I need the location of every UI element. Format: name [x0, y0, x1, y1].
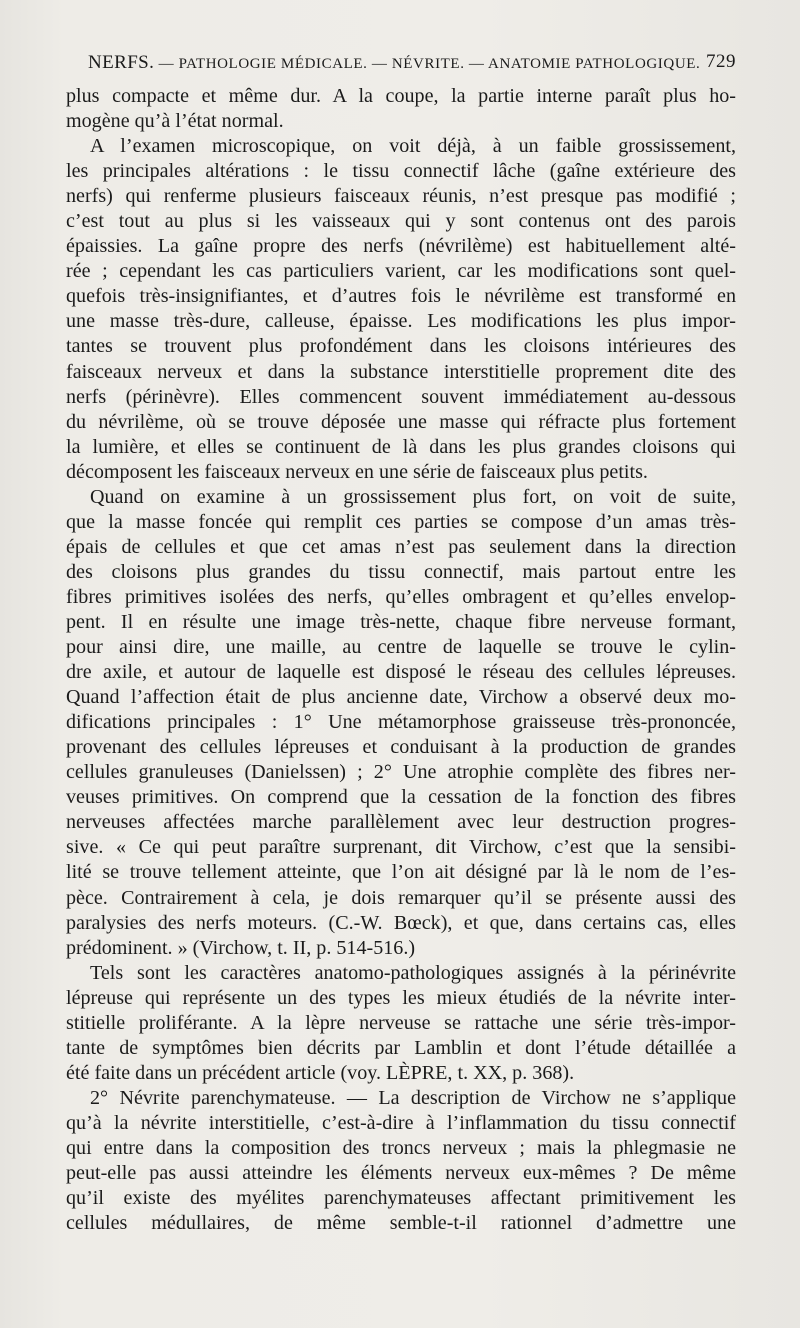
text-line: cellules médullaires, de même semble-t-il rationnel d’admettre une	[66, 1212, 736, 1235]
text-line: lépreuse qui représente un des types les mieux étudiés de la névrite inter-	[66, 986, 736, 1009]
text-line: plus compacte et même dur. A la coupe, la partie interne paraît plus ho-	[66, 85, 736, 107]
body-text	[66, 84, 736, 1236]
text-line: été faite dans un précédent article (voy. LÈPRE, t. XX, p. 368).	[66, 1061, 575, 1084]
text-line: qui entre dans la composition des troncs nerveux ; mais la phlegmasie ne	[66, 1136, 736, 1159]
text-line: provenant des cellules lépreuses et conduisant à la production de grandes	[66, 736, 736, 759]
text-line: c’est tout au plus si les vaisseaux qui y sont contenus ont des parois	[66, 210, 736, 233]
text-line: une masse très-dure, calleuse, épaisse. Les modifications les plus impor-	[66, 310, 736, 333]
text-line: dre axile, et autour de laquelle est disposé le réseau des cellules lépreuses.	[66, 661, 736, 684]
text-line: rée ; cependant les cas particuliers varient, car les modifications sont quel-	[66, 260, 736, 283]
text-line: qu’il existe des myélites parenchymateuses affectant primitivement les	[66, 1187, 736, 1210]
text-line: fibres primitives isolées des nerfs, qu’elles ombragent et qu’elles envelop-	[66, 585, 736, 608]
text-line: Tels sont les caractères anatomo-pathologiques assignés à la périnévrite	[90, 961, 736, 984]
text-line: 2° Névrite parenchymateuse. — La description de Virchow ne s’applique	[90, 1086, 736, 1109]
text-line: nerveuses affectées marche parallèlement avec leur destruction progres-	[66, 811, 736, 834]
text-line: décomposent les faisceaux nerveux en une série de faisceaux plus petits.	[66, 460, 648, 483]
running-title	[88, 52, 700, 74]
text-line: faisceaux nerveux et dans la substance interstitielle proprement dite des	[66, 360, 736, 383]
text-line: pent. Il en résulte une image très-nette, chaque fibre nerveuse formant,	[66, 610, 736, 633]
text-line: nerfs (périnèvre). Elles commencent souvent immédiatement au-dessous	[66, 385, 736, 408]
text-line: qu’à la névrite interstitielle, c’est-à-dire à l’inflammation du tissu connectif	[66, 1111, 736, 1134]
running-title-rest: — PATHOLOGIE MÉDICALE. — NÉVRITE. — ANATOMIE PATHOLOGIQUE.	[154, 56, 701, 72]
text-line: Quand l’affection était de plus ancienne date, Virchow a observé deux mo-	[66, 686, 736, 709]
text-line: la lumière, et elles se continuent de là dans les plus grandes cloisons qui	[66, 435, 736, 458]
text-line: prédominent. » (Virchow, t. II, p. 514-516.)	[66, 936, 416, 959]
text-line: les principales altérations : le tissu connectif lâche (gaîne extérieure des	[66, 160, 736, 183]
text-line: pèce. Contrairement à cela, je dois remarquer qu’il se présente aussi des	[66, 886, 736, 909]
text-line: nerfs) qui renferme plusieurs faisceaux réunis, n’est presque pas modifié ;	[66, 185, 736, 208]
text-line: que la masse foncée qui remplit ces parties se compose d’un amas très-	[66, 510, 736, 533]
text-line: stitielle proliférante. A la lèpre nerveuse se rattache une série très-impor-	[66, 1011, 736, 1034]
text-line: pour ainsi dire, une maille, au centre de laquelle se trouve le cylin-	[66, 636, 736, 659]
text-line: quefois très-insignifiantes, et d’autres fois le névrilème est transformé en	[66, 285, 736, 308]
text-line: Quand on examine à un grossissement plus fort, on voit de suite,	[90, 485, 736, 508]
text-line: tantes se trouvent plus profondément dans les cloisons intérieures des	[66, 335, 736, 358]
text-line: tante de symptômes bien décrits par Lamblin et dont l’étude détaillée a	[66, 1036, 736, 1059]
page-number: 729	[706, 51, 736, 72]
text-line: difications principales : 1° Une métamorphose graisseuse très-prononcée,	[66, 711, 736, 734]
text-line: paralysies des nerfs moteurs. (C.-W. Bœck), et que, dans certains cas, elles	[66, 911, 736, 934]
text-line: veuses primitives. On comprend que la cessation de la fonction des fibres	[66, 786, 736, 809]
running-header	[66, 52, 736, 76]
text-line: épaissies. La gaîne propre des nerfs (névrilème) est habituellement alté-	[66, 235, 736, 258]
text-line: mogène qu’à l’état normal.	[66, 110, 284, 133]
text-line: sive. « Ce qui peut paraître surprenant, dit Virchow, c’est que la sensibi-	[66, 836, 736, 859]
running-title-lead: NERFS.	[88, 52, 155, 73]
text-line: peut-elle pas aussi atteindre les éléments nerveux eux-mêmes ? De même	[66, 1162, 736, 1185]
text-line: des cloisons plus grandes du tissu connectif, mais partout entre les	[66, 560, 736, 583]
text-line: lité se trouve tellement atteinte, que l’on ait désigné par là le nom de l’es-	[66, 861, 736, 884]
text-line: épais de cellules et que cet amas n’est pas seulement dans la direction	[66, 535, 736, 558]
text-line: du névrilème, où se trouve déposée une masse qui réfracte plus fortement	[66, 410, 736, 433]
text-line: cellules granuleuses (Danielssen) ; 2° Une atrophie complète des fibres ner-	[66, 761, 736, 784]
text-line: A l’examen microscopique, on voit déjà, à un faible grossissement,	[90, 135, 736, 158]
